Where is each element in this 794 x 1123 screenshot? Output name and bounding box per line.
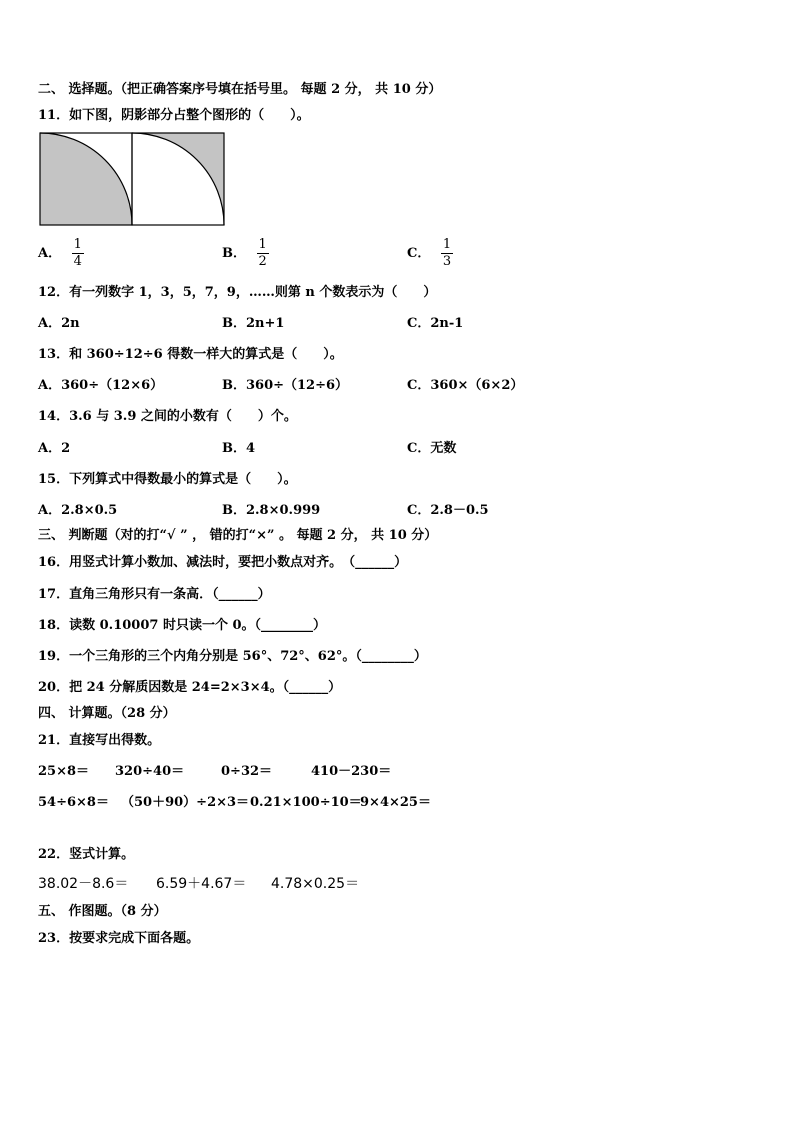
figure-left-shaded-quarter — [40, 133, 132, 225]
q21-item: 9×4×25＝ — [360, 795, 431, 810]
option-label: C． — [407, 246, 431, 261]
q15-option-c: C．2.8－0.5 — [407, 503, 489, 518]
section-5-heading: 五、 作图题。（8 分） — [38, 904, 167, 919]
q21-item: 0÷32＝ — [221, 764, 273, 779]
q21-item: 410－230＝ — [311, 764, 392, 779]
q14-option-b: B．4 — [222, 441, 256, 456]
question-23: 23．按要求完成下面各题。 — [38, 931, 200, 946]
figure-left-square — [40, 133, 132, 225]
q13-option-b: B．360÷（12÷6） — [222, 378, 349, 393]
question-19: 19．一个三角形的三个内角分别是 56°、72°、62°。（________） — [38, 649, 427, 664]
q12-option-a: A．2n — [38, 316, 80, 331]
question-14: 14．3.6 与 3.9 之间的小数有（ ）个。 — [38, 409, 297, 424]
question-15: 15．下列算式中得数最小的算式是（ ）。 — [38, 472, 297, 487]
q21-item: 54÷6×8＝ — [38, 795, 109, 810]
fraction-numerator: 1 — [442, 237, 452, 252]
fraction-numerator: 1 — [258, 237, 267, 252]
q11-option-a — [38, 237, 84, 270]
option-label: B． — [222, 246, 246, 261]
fraction — [72, 237, 84, 270]
q13-option-c: C．360×（6×2） — [407, 378, 524, 393]
q12-option-b: B．2n+1 — [222, 316, 285, 331]
fraction — [441, 237, 453, 270]
q21-item: （50＋90）÷2×3＝ — [121, 795, 250, 810]
q15-option-b: B．2.8×0.999 — [222, 503, 321, 518]
q15-option-a: A．2.8×0.5 — [38, 503, 118, 518]
q21-item: 0.21×100÷10＝ — [250, 795, 362, 810]
fraction-denominator: 4 — [73, 254, 82, 269]
question-21: 21．直接写出得数。 — [38, 733, 161, 748]
section-4-heading: 四、 计算题。（28 分） — [38, 706, 176, 721]
fraction-denominator: 3 — [442, 254, 452, 269]
option-label: A． — [38, 246, 62, 261]
question-12: 12．有一列数字 1，3，5，7，9，……则第 n 个数表示为（ ） — [38, 285, 437, 300]
fraction-numerator: 1 — [73, 237, 82, 252]
question-22: 22．竖式计算。 — [38, 847, 135, 862]
question-11-figure — [39, 132, 225, 226]
q22-item: 4.78×0.25＝ — [271, 876, 360, 892]
question-11: 11．如下图，阴影部分占整个图形的（ ）。 — [38, 108, 310, 123]
q21-item: 320÷40＝ — [115, 764, 185, 779]
question-16: 16．用竖式计算小数加、减法时，要把小数点对齐。 （______） — [38, 555, 408, 570]
question-20: 20．把 24 分解质因数是 24=2×3×4。（______） — [38, 680, 342, 695]
figure-right-square — [132, 133, 224, 225]
fraction — [257, 237, 269, 270]
q11-option-b — [222, 237, 269, 270]
q21-item: 25×8＝ — [38, 764, 90, 779]
q22-item: 38.02－8.6＝ — [38, 876, 129, 892]
q14-option-a: A．2 — [38, 441, 71, 456]
question-17: 17．直角三角形只有一条高．（______） — [38, 587, 271, 602]
q12-option-c: C．2n-1 — [407, 316, 464, 331]
figure-right-shaded-region — [132, 133, 224, 225]
q14-option-c: C．无数 — [407, 441, 457, 456]
section-2-heading: 二、 选择题。（把正确答案序号填在括号里。 每题 2 分， 共 10 分） — [38, 82, 442, 97]
q11-option-c — [407, 237, 453, 270]
fraction-denominator: 2 — [258, 254, 267, 269]
q22-item: 6.59＋4.67＝ — [156, 876, 247, 892]
q13-option-a: A．360÷（12×6） — [38, 378, 164, 393]
question-13: 13．和 360÷12÷6 得数一样大的算式是（ ）。 — [38, 347, 343, 362]
section-3-heading: 三、 判断题（对的打“√ ” ， 错的打“×” 。 每题 2 分， 共 10 分） — [38, 528, 438, 543]
question-18: 18．读数 0.10007 时只读一个 0。（________） — [38, 618, 327, 633]
